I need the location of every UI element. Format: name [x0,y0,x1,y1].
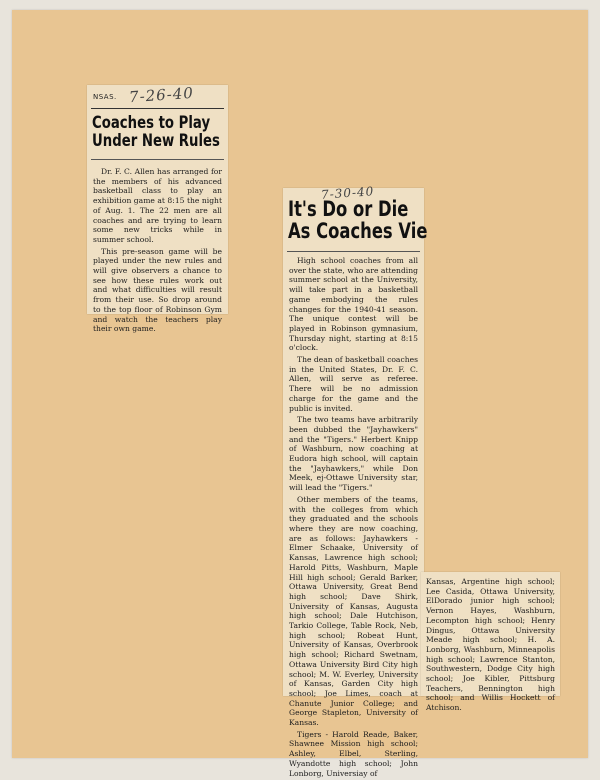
article-paragraph: Other members of the teams, with the colleges from which they graduated and the schools where they are now coaching, are as follows: Jayhawkers - Elmer Schaake, University of Kansas, Lawrence high school; Harold Pitts, Washburn, Maple Hill high school; Gerald Barker, Ottawa University, Great Bend high school; Dave Shirk, University of Kansas, Augusta high school; Dale Hutchison, Tarkio College, Table Rock, Neb, high school; Robeat Hunt, University of Kansas, Overbrook high school; Richard Swetnam, Ottawa University Bird City high school; M. W. Everley, University of Kansas, Garden City high school; Joe Limes, coach at Chanute Junior College; and George Stapleton, University of Kansas. [289,494,418,728]
headline-line: Under New Rules [92,130,220,151]
clipping-coaches-to-play [87,83,228,334]
article-paragraph: High school coaches from all over the state, who are attending summer school at the University, will take part in a basketball game embodying the rules changes for the 1940-41 season. The unique contest will be played in Robinson gymnasium, Thursday night, starting at 8:15 o'clock. [289,256,418,353]
article-paragraph: Dr. F. C. Allen has arranged for the members of his advanced basketball class to play an exhibition game at 8:15 the night of Aug. 1. The 22 men are all coaches and are trying to learn some new tricks while in summer school. [93,167,222,244]
headline [288,198,428,242]
article-paragraph: Kansas, Argentine high school; Lee Casida, Ottawa University, ElDorado junior high school; Vernon Hayes, Washburn, Lecompton high school; Henry Dingus, Ottawa University Meade high school; H. A. Lonborg, Washburn, Minneapolis high school; Lawrence Stanton, Southwestern, Dodge City high school; Joe Kibler, Pittsburg Teachers, Bennington high school; and Willis Hockett of Atchison. [426,577,555,713]
article-paragraph: The two teams have arbitrarily been dubbed the "Jayhawkers" and the "Tigers." Herbert Knipp of Washburn, now coaching at Eudora high school, will captain the "Jayhawkers," while Don Meek, ej-Ottawe University star, will lead the "Tigers." [289,415,418,493]
divider [287,251,420,252]
clipping-header [91,83,224,109]
handwritten-date: 7-30-40 [320,184,375,202]
article-body [426,577,555,715]
headline-line: It's Do or Die [288,197,409,221]
source-tag: NSAS. [93,93,117,101]
article-body [93,167,222,336]
headline [92,115,220,151]
divider [91,159,224,160]
clipping-continuation [421,572,560,713]
headline-line: As Coaches Vie [288,219,428,244]
article-body [289,256,418,780]
article-paragraph: The dean of basketball coaches in the United States, Dr. F. C. Allen, will serve as referee. There will be no admission charge for the game and the public is invited. [289,355,418,413]
clipping-do-or-die [283,184,428,778]
article-paragraph: This pre-season game will be played under the new rules and will give observers a chance to see how these rules work out and what difficulties will result from their use. So drop around to the top floor of Robinson Gym and watch the teachers play their own game. [93,246,222,334]
scrapbook-page [12,10,588,778]
article-paragraph: Tigers - Harold Reade, Baker, Shawnee Mission high school; Ashley, Elbel, Sterling, Wyandotte high school; John Lonborg, Universiay of [289,729,418,778]
handwritten-date: 7-26-40 [128,83,195,107]
headline-line: Coaches to Play [92,113,211,133]
